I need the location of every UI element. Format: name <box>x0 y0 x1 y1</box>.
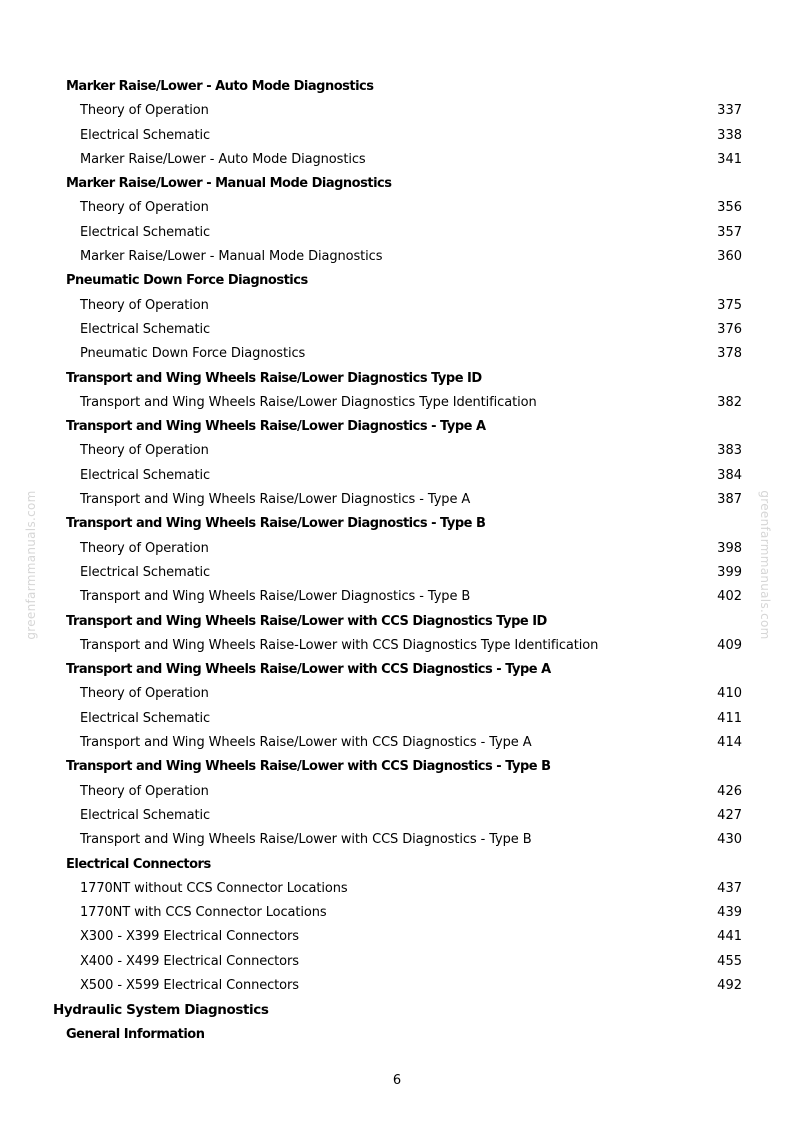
toc-entry-page-number: 384 <box>717 467 742 483</box>
toc-entry[interactable] <box>0 925 794 949</box>
toc-entry-page-number: 360 <box>717 249 742 265</box>
toc-section-heading[interactable] <box>0 998 794 1022</box>
toc-entry-page-number: 338 <box>717 127 742 143</box>
toc-entry-title: Transport and Wing Wheels Raise-Lower with CCS Diagnostics Type Identification <box>80 637 599 653</box>
table-of-contents <box>0 75 794 1047</box>
toc-entry-title: Transport and Wing Wheels Raise/Lower Diagnostics Type ID <box>66 370 482 386</box>
toc-entry-title: Transport and Wing Wheels Raise/Lower with CCS Diagnostics Type ID <box>66 613 547 629</box>
toc-entry[interactable] <box>0 901 794 925</box>
toc-entry[interactable] <box>0 561 794 585</box>
toc-entry-page-number: 375 <box>717 297 742 313</box>
toc-entry-page-number: 426 <box>717 783 742 799</box>
toc-entry[interactable] <box>0 731 794 755</box>
toc-section-heading[interactable] <box>0 367 794 391</box>
toc-entry[interactable] <box>0 780 794 804</box>
toc-entry-page-number: 402 <box>717 589 742 605</box>
toc-entry-title: Electrical Schematic <box>80 807 211 823</box>
toc-section-heading[interactable] <box>0 658 794 682</box>
toc-entry[interactable] <box>0 804 794 828</box>
toc-entry[interactable] <box>0 537 794 561</box>
toc-entry-title: Transport and Wing Wheels Raise/Lower with CCS Diagnostics - Type A <box>66 662 551 678</box>
toc-entry-page-number: 376 <box>717 321 742 337</box>
toc-entry-title: Electrical Schematic <box>80 467 211 483</box>
toc-entry-page-number: 409 <box>717 637 742 653</box>
watermark-left: greenfarmmanuals.com <box>24 490 38 640</box>
toc-entry[interactable] <box>0 439 794 463</box>
toc-entry[interactable] <box>0 974 794 998</box>
toc-entry-page-number: 414 <box>717 735 742 751</box>
toc-entry-title: Pneumatic Down Force Diagnostics <box>66 273 308 289</box>
toc-entry-page-number: 411 <box>717 710 742 726</box>
toc-entry-title: X300 - X399 Electrical Connectors <box>80 929 299 945</box>
toc-entry-title: Theory of Operation <box>80 443 209 459</box>
toc-entry-title: Transport and Wing Wheels Raise/Lower Diagnostics - Type B <box>80 589 471 605</box>
toc-section-heading[interactable] <box>0 75 794 99</box>
toc-entry-page-number: 383 <box>717 443 742 459</box>
toc-entry-title: Theory of Operation <box>80 200 209 216</box>
toc-entry-title: X500 - X599 Electrical Connectors <box>80 977 299 993</box>
toc-entry[interactable] <box>0 221 794 245</box>
toc-entry-title: Transport and Wing Wheels Raise/Lower Diagnostics - Type A <box>80 492 471 508</box>
toc-entry-page-number: 427 <box>717 807 742 823</box>
toc-entry-page-number: 382 <box>717 394 742 410</box>
toc-entry-page-number: 410 <box>717 686 742 702</box>
toc-entry-page-number: 356 <box>717 200 742 216</box>
toc-entry[interactable] <box>0 148 794 172</box>
toc-entry[interactable] <box>0 950 794 974</box>
toc-entry-title: Hydraulic System Diagnostics <box>53 1002 269 1019</box>
toc-entry-title: Theory of Operation <box>80 103 209 119</box>
toc-entry-page-number: 399 <box>717 564 742 580</box>
toc-section-heading[interactable] <box>0 1023 794 1047</box>
toc-entry-page-number: 455 <box>717 953 742 969</box>
toc-entry-page-number: 398 <box>717 540 742 556</box>
toc-entry-page-number: 437 <box>717 880 742 896</box>
toc-entry-title: Electrical Schematic <box>80 127 211 143</box>
toc-entry-title: X400 - X499 Electrical Connectors <box>80 953 299 969</box>
toc-entry[interactable] <box>0 196 794 220</box>
toc-entry[interactable] <box>0 124 794 148</box>
toc-entry-title: Marker Raise/Lower - Auto Mode Diagnostics <box>66 79 374 94</box>
toc-entry-title: Electrical Schematic <box>80 321 211 337</box>
toc-entry-title: Electrical Schematic <box>80 710 211 726</box>
page-number: 6 <box>392 1073 402 1088</box>
watermark-right: greenfarmmanuals.com <box>758 490 772 640</box>
toc-entry[interactable] <box>0 877 794 901</box>
toc-entry[interactable] <box>0 294 794 318</box>
toc-entry[interactable] <box>0 391 794 415</box>
toc-entry-title: Pneumatic Down Force Diagnostics <box>80 346 306 362</box>
toc-section-heading[interactable] <box>0 269 794 293</box>
toc-entry[interactable] <box>0 99 794 123</box>
toc-section-heading[interactable] <box>0 512 794 536</box>
toc-entry[interactable] <box>0 828 794 852</box>
toc-entry-title: Transport and Wing Wheels Raise/Lower Diagnostics - Type A <box>66 419 486 435</box>
toc-entry[interactable] <box>0 488 794 512</box>
toc-entry-page-number: 341 <box>717 151 742 167</box>
toc-entry[interactable] <box>0 245 794 269</box>
toc-entry[interactable] <box>0 464 794 488</box>
toc-entry-page-number: 337 <box>717 103 742 119</box>
toc-entry-page-number: 439 <box>717 905 742 921</box>
toc-entry[interactable] <box>0 634 794 658</box>
toc-entry-title: Transport and Wing Wheels Raise/Lower with CCS Diagnostics - Type A <box>80 735 532 751</box>
toc-entry-title: Electrical Schematic <box>80 224 211 240</box>
toc-entry-title: Theory of Operation <box>80 540 209 556</box>
toc-entry-title: Transport and Wing Wheels Raise/Lower with CCS Diagnostics - Type B <box>80 832 532 848</box>
toc-entry-title: 1770NT without CCS Connector Locations <box>80 880 348 896</box>
toc-section-heading[interactable] <box>0 853 794 877</box>
toc-section-heading[interactable] <box>0 610 794 634</box>
toc-entry-title: Marker Raise/Lower - Manual Mode Diagnostics <box>80 249 383 265</box>
toc-entry[interactable] <box>0 585 794 609</box>
toc-entry-page-number: 378 <box>717 346 742 362</box>
toc-entry[interactable] <box>0 707 794 731</box>
toc-entry-title: Theory of Operation <box>80 783 209 799</box>
toc-entry-page-number: 430 <box>717 832 742 848</box>
toc-entry-page-number: 387 <box>717 492 742 508</box>
toc-entry-title: Theory of Operation <box>80 686 209 702</box>
toc-entry-title: Electrical Schematic <box>80 564 211 580</box>
toc-entry-title: 1770NT with CCS Connector Locations <box>80 905 327 921</box>
toc-entry-page-number: 357 <box>717 224 742 240</box>
toc-entry-title: Theory of Operation <box>80 297 209 313</box>
toc-entry[interactable] <box>0 342 794 366</box>
toc-entry-title: General Information <box>66 1026 205 1042</box>
toc-entry[interactable] <box>0 318 794 342</box>
toc-entry-title: Transport and Wing Wheels Raise/Lower Diagnostics Type Identification <box>80 394 537 410</box>
toc-entry-title: Marker Raise/Lower - Manual Mode Diagnostics <box>66 176 392 192</box>
toc-section-heading[interactable] <box>0 415 794 439</box>
toc-entry-page-number: 441 <box>717 929 742 945</box>
toc-entry[interactable] <box>0 682 794 706</box>
toc-entry-page-number: 492 <box>717 977 742 993</box>
toc-entry-title: Electrical Connectors <box>66 856 211 872</box>
toc-section-heading[interactable] <box>0 755 794 779</box>
toc-entry-title: Transport and Wing Wheels Raise/Lower Diagnostics - Type B <box>66 516 486 532</box>
toc-entry-title: Transport and Wing Wheels Raise/Lower with CCS Diagnostics - Type B <box>66 759 551 775</box>
toc-entry-title: Marker Raise/Lower - Auto Mode Diagnostics <box>80 151 366 167</box>
toc-section-heading[interactable] <box>0 172 794 196</box>
